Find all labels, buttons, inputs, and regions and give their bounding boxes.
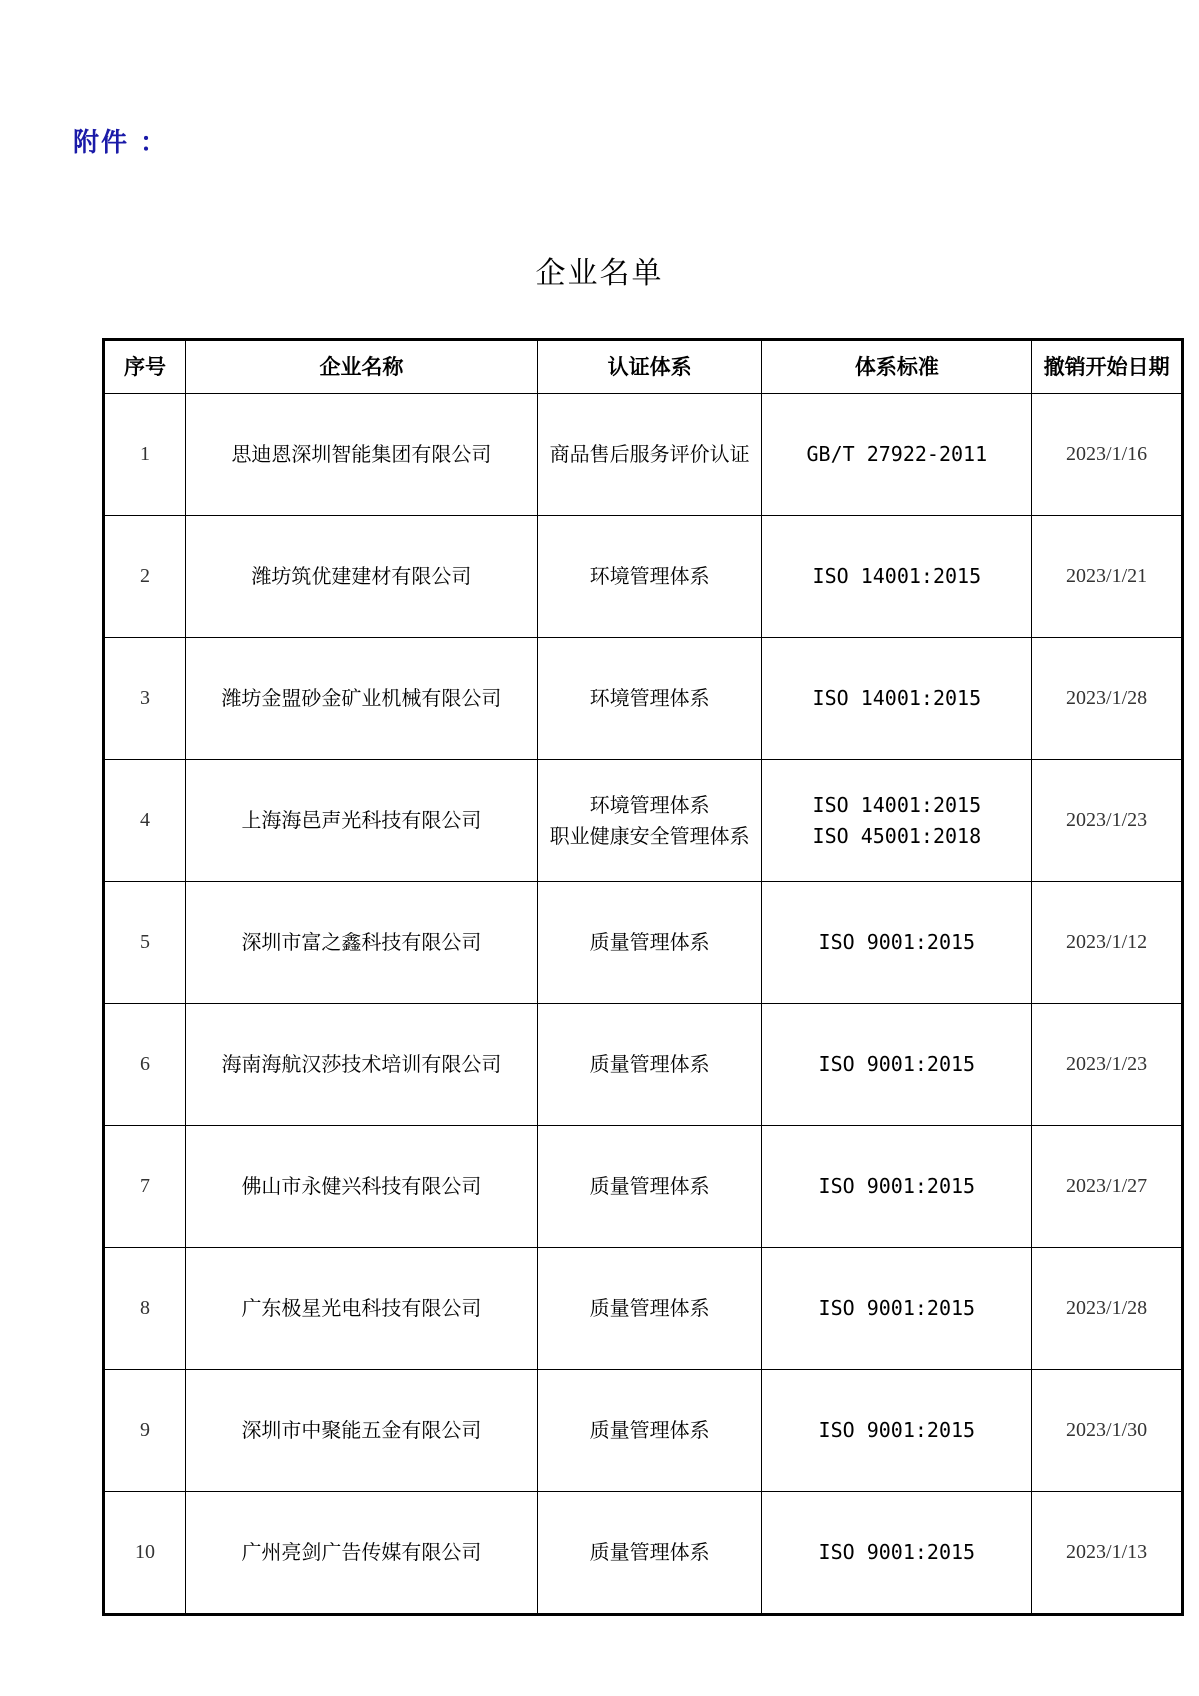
header-system: 认证体系: [537, 340, 762, 394]
cell-seq: 6: [104, 1004, 186, 1126]
cell-system: 质量管理体系: [537, 1370, 762, 1492]
cell-seq: 2: [104, 516, 186, 638]
cell-seq: 4: [104, 760, 186, 882]
attachment-label: 附件 ：: [73, 128, 169, 158]
table-row: [104, 516, 1183, 638]
table-row: [104, 1492, 1183, 1615]
cell-company: 深圳市富之鑫科技有限公司: [186, 882, 538, 1004]
table-row: [104, 1248, 1183, 1370]
cell-standard: ISO 9001:2015: [762, 1370, 1032, 1492]
table-row: [104, 394, 1183, 516]
cell-system: 商品售后服务评价认证: [537, 394, 762, 516]
cell-seq: 1: [104, 394, 186, 516]
table-row: [104, 1004, 1183, 1126]
cell-seq: 9: [104, 1370, 186, 1492]
header-standard: 体系标准: [762, 340, 1032, 394]
cell-date: 2023/1/12: [1032, 882, 1183, 1004]
cell-date: 2023/1/13: [1032, 1492, 1183, 1615]
table-row: [104, 760, 1183, 882]
cell-system-line-2: 职业健康安全管理体系: [549, 823, 750, 848]
cell-company: 广东极星光电科技有限公司: [186, 1248, 538, 1370]
cell-standard: ISO 9001:2015: [762, 1492, 1032, 1615]
cell-standard: ISO 14001:2015: [762, 638, 1032, 760]
cell-company: 深圳市中聚能五金有限公司: [186, 1370, 538, 1492]
cell-seq: 3: [104, 638, 186, 760]
cell-standard: GB/T 27922-2011: [762, 394, 1032, 516]
table-row: [104, 1370, 1183, 1492]
cell-seq: 8: [104, 1248, 186, 1370]
header-company: 企业名称: [186, 340, 538, 394]
cell-system: 环境管理体系: [537, 638, 762, 760]
cell-system-line-1: 环境管理体系: [589, 792, 710, 817]
cell-company: 佛山市永健兴科技有限公司: [186, 1126, 538, 1248]
cell-company: 思迪恩深圳智能集团有限公司: [186, 394, 538, 516]
cell-date: 2023/1/21: [1032, 516, 1183, 638]
cell-date: 2023/1/23: [1032, 1004, 1183, 1126]
cell-seq: 10: [104, 1492, 186, 1615]
header-revocation-date: 撤销开始日期: [1032, 340, 1183, 394]
cell-company: 潍坊筑优建建材有限公司: [186, 516, 538, 638]
cell-company: 海南海航汉莎技术培训有限公司: [186, 1004, 538, 1126]
cell-company: 广州亮剑广告传媒有限公司: [186, 1492, 538, 1615]
cell-system: [537, 760, 762, 882]
cell-date: 2023/1/30: [1032, 1370, 1183, 1492]
header-seq: 序号: [104, 340, 186, 394]
cell-date: 2023/1/27: [1032, 1126, 1183, 1248]
cell-system: 质量管理体系: [537, 1126, 762, 1248]
table-row: [104, 882, 1183, 1004]
cell-standard: [762, 760, 1032, 882]
cell-standard: ISO 9001:2015: [762, 1126, 1032, 1248]
cell-system: 质量管理体系: [537, 1248, 762, 1370]
cell-company: 潍坊金盟砂金矿业机械有限公司: [186, 638, 538, 760]
cell-date: 2023/1/28: [1032, 1248, 1183, 1370]
table-row: [104, 638, 1183, 760]
cell-standard-line-1: ISO 14001:2015: [812, 792, 982, 817]
cell-seq: 7: [104, 1126, 186, 1248]
company-list-table: [102, 338, 1184, 1616]
cell-standard: ISO 9001:2015: [762, 1004, 1032, 1126]
cell-system: 质量管理体系: [537, 882, 762, 1004]
cell-system: 质量管理体系: [537, 1004, 762, 1126]
cell-date: 2023/1/16: [1032, 394, 1183, 516]
cell-system: 质量管理体系: [537, 1492, 762, 1615]
cell-standard-line-2: ISO 45001:2018: [812, 823, 982, 848]
cell-seq: 5: [104, 882, 186, 1004]
cell-standard: ISO 9001:2015: [762, 882, 1032, 1004]
cell-date: 2023/1/23: [1032, 760, 1183, 882]
cell-date: 2023/1/28: [1032, 638, 1183, 760]
table-row: [104, 1126, 1183, 1248]
page-title: 企业名单: [535, 256, 664, 291]
cell-company: 上海海邑声光科技有限公司: [186, 760, 538, 882]
cell-system: 环境管理体系: [537, 516, 762, 638]
cell-standard: ISO 9001:2015: [762, 1248, 1032, 1370]
cell-standard: ISO 14001:2015: [762, 516, 1032, 638]
table-header-row: [104, 340, 1183, 394]
